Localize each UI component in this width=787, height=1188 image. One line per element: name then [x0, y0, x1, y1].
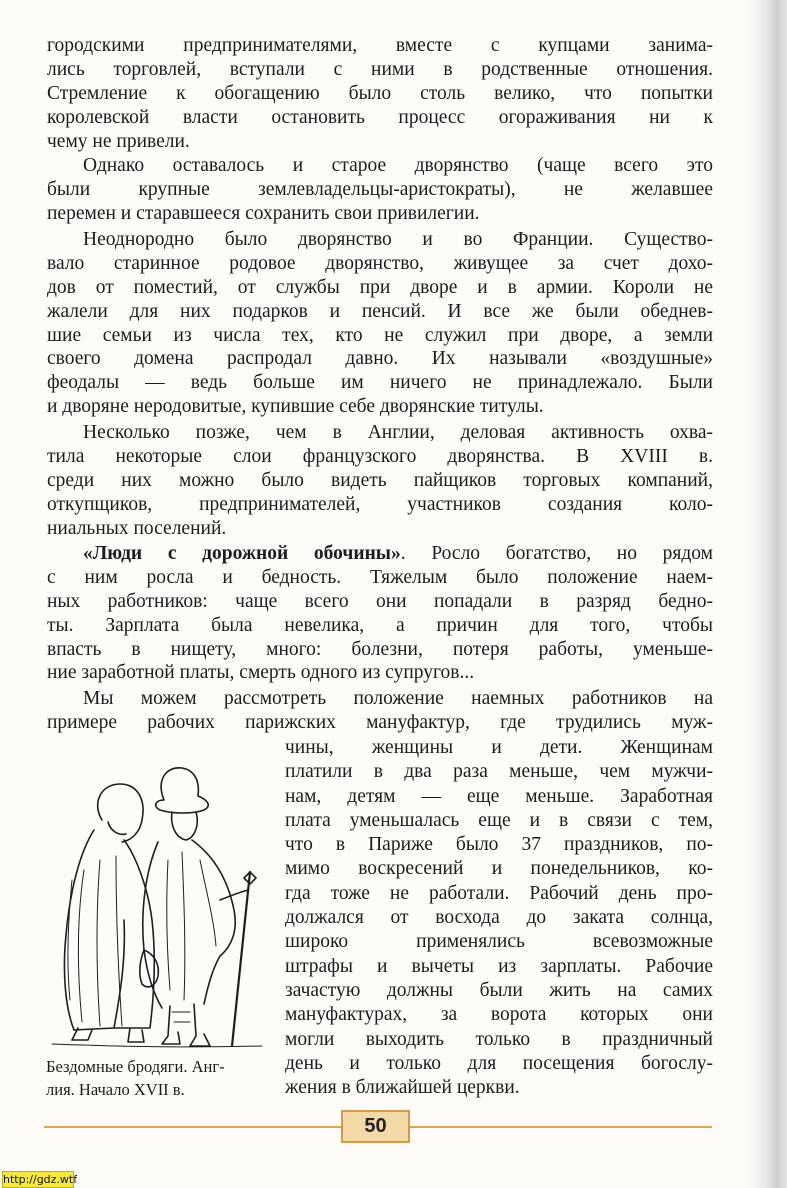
section-heading: «Люди с дорожной обочины»	[83, 543, 401, 564]
text-line: гда тоже не работали. Рабочий день про-	[285, 882, 713, 904]
text-line: перемен и старавшееся сохранить свои привилегии.	[47, 202, 480, 224]
paragraph-2	[47, 154, 713, 226]
watermark-link[interactable]: http://gdz.wtf	[3, 1173, 78, 1186]
text-line: королевской власти остановить процесс огораживания ни к	[47, 106, 713, 128]
legs-right	[162, 1004, 210, 1046]
text-line: Неоднородно было дворянство и во Франции. Существо-	[83, 229, 713, 250]
vagabonds-illustration	[44, 760, 269, 1050]
text-line	[47, 542, 713, 566]
text-line: платили в два раза меньше, чем мужчи-	[285, 761, 713, 783]
text-line: шие семьи из числа тех, кто не служил при дворе, а земли	[47, 324, 713, 346]
paragraph-5	[47, 542, 713, 685]
footer-rule-left	[44, 1126, 341, 1128]
cloak-folds	[78, 856, 122, 1026]
text-line: чины, женщины и дети. Женщинам	[285, 737, 713, 758]
text-line: городскими предпринимателями, вместе с купцами занима-	[47, 35, 713, 56]
paragraph-1	[47, 34, 713, 153]
text-line: примере рабочих парижских мануфактур, где трудились муж-	[47, 711, 713, 733]
text-line: могли выходить только в праздничный	[285, 1028, 713, 1050]
text-line: чему не привели.	[47, 130, 190, 152]
text-line: Стремление к обогащению было столь велико, что попытки	[47, 82, 713, 104]
text-line: нам, детям — еще меньше. Заработная	[285, 785, 713, 807]
text-line: и дворяне неродовитые, купившие себе дворянские титулы.	[47, 396, 544, 418]
paragraph-6	[47, 687, 713, 735]
walking-staff	[232, 872, 250, 1046]
text-line: Мы можем рассмотреть положение наемных работников на	[83, 688, 713, 709]
text-line: вало старинное родовое дворянство, живущее за счет дохо-	[47, 252, 713, 274]
head-outline	[172, 812, 198, 840]
text-line: дов от поместий, от службы при дворе и в армии. Короли не	[47, 276, 713, 298]
hood-outline	[98, 784, 143, 842]
text-line: ниальных поселений.	[47, 517, 227, 539]
caption-line: лия. Начало XVII в.	[46, 1080, 185, 1099]
text-line: своего домена распродал давно. Их называли «воздушные»	[47, 348, 713, 370]
text-line: тила некоторые слои французского дворянства. В XVIII в.	[47, 445, 713, 467]
text-line: с ним росла и бедность. Тяжелым было положение наем-	[47, 566, 713, 588]
arm-outline	[220, 890, 248, 900]
text-line: штрафы и вычеты из зарплаты. Рабочие	[285, 955, 713, 977]
paragraph-6-wrapped	[285, 736, 713, 1100]
text-line: широко применялись всевозможные	[285, 931, 713, 953]
text-fragment: . Росло богатство, но рядом	[400, 543, 714, 564]
footer-rule-right	[410, 1126, 712, 1128]
text-line: мимо воскресений и понедельников, ко-	[285, 858, 713, 880]
coat-right	[192, 840, 235, 1004]
hanging-bag	[140, 950, 159, 987]
cloak-left	[64, 830, 124, 1030]
text-line: жалели для них подарков и пенсий. И все же были обеднев-	[47, 300, 713, 322]
text-line: жения в ближайшей церкви.	[285, 1077, 520, 1099]
text-line: зачастую должны были жить на самих	[285, 979, 713, 1001]
coat-folds	[167, 852, 216, 1000]
text-line: откупщиков, предпринимателей, участников создания коло-	[47, 493, 713, 515]
figure-caption	[46, 1055, 271, 1101]
tall-hat	[156, 768, 209, 813]
face-outline	[108, 822, 126, 834]
paragraph-3	[47, 228, 713, 419]
text-line: лись торговлей, вступали с ними в родственные отношения.	[47, 58, 713, 80]
caption-line: Бездомные бродяги. Анг-	[46, 1057, 225, 1076]
text-line: Несколько позже, чем в Англии, деловая активность охва-	[83, 422, 713, 443]
text-line: должался от восхода до заката солнца,	[285, 907, 713, 929]
ground-line	[52, 1044, 262, 1047]
text-line: были крупные землевладельцы-аристократы), не желавшее	[47, 178, 713, 200]
paragraph-4	[47, 421, 713, 540]
leg-wrappings	[172, 1012, 190, 1022]
text-line: ние заработной платы, смерть одного из супругов...	[47, 662, 475, 684]
text-line: мануфактурах, за ворота которых они	[285, 1004, 713, 1026]
text-line: впасть в нищету, много: болезни, потеря работы, уменьше-	[47, 638, 713, 660]
text-line: Однако оставалось и старое дворянство (чаще всего это	[83, 155, 713, 176]
text-line: ных работников: чаще всего они попадали в разряд бедно-	[47, 590, 713, 612]
text-line: что в Париже было 37 праздников, по-	[285, 834, 713, 856]
text-line: день и только для посещения богослу-	[285, 1052, 713, 1074]
text-line: плата уменьшалась еще и в связи с тем,	[285, 809, 713, 831]
page-gutter-shadow	[747, 0, 787, 1188]
text-line: феодалы — ведь больше им ничего не принадлежало. Были	[47, 372, 713, 394]
page-number: 50	[341, 1110, 410, 1143]
text-line: ты. Зарплата была невелика, а причин для того, чтобы	[47, 614, 713, 636]
text-line: среди них можно было видеть пайщиков торговых компаний,	[47, 469, 713, 491]
